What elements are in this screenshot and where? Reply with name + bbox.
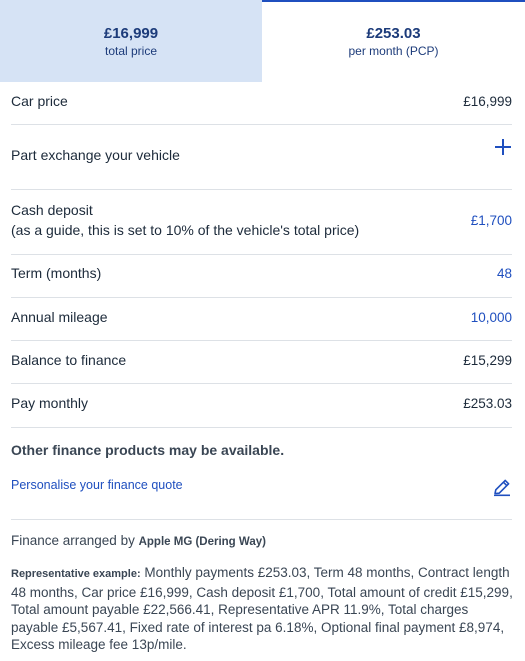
part-exchange-label: Part exchange your vehicle	[11, 147, 180, 163]
representative-example-label: Representative example:	[11, 568, 141, 580]
divider	[11, 340, 512, 341]
annual-mileage-label: Annual mileage	[11, 309, 108, 325]
annual-mileage-value[interactable]: 10,000	[470, 310, 512, 325]
divider	[11, 383, 512, 384]
divider	[11, 124, 512, 125]
balance-value: £15,299	[463, 353, 512, 368]
other-finance-notice: Other finance products may be available.	[11, 442, 285, 458]
cash-deposit-hint: (as a guide, this is set to 10% of the vehicle's total price)	[11, 222, 360, 238]
term-label: Term (months)	[11, 265, 102, 281]
representative-example-text: Monthly payments £253.03, Term 48 months, Contract length 48 months, Car price £16,999, Cash deposit £1,700, Total amount of credit £15,299, Total amount payable £22,566.41, Representative APR 11.9%, Total charges payable £5,567.41, Fixed rate of interest pa 6.18%, Optional final payment £8,974, Excess mileage fee 13p/mile.	[11, 565, 513, 652]
pay-monthly-row	[11, 395, 512, 415]
price-tabs	[0, 0, 525, 82]
car-price-row	[11, 93, 512, 113]
plus-icon[interactable]	[494, 138, 512, 156]
divider	[11, 254, 512, 255]
tab-per-month-label: per month (PCP)	[348, 44, 439, 58]
divider	[11, 427, 512, 428]
personalise-quote-link[interactable]: Personalise your finance quote	[11, 478, 183, 492]
pencil-edit-icon[interactable]	[492, 477, 512, 497]
tab-total-price-label: total price	[104, 44, 158, 58]
part-exchange-row[interactable]	[11, 138, 512, 166]
balance-row	[11, 352, 512, 372]
tab-per-month[interactable]	[262, 0, 525, 82]
divider	[11, 519, 512, 520]
annual-mileage-row	[11, 309, 512, 329]
car-price-label: Car price	[11, 93, 68, 109]
divider	[11, 189, 512, 190]
term-value[interactable]: 48	[496, 266, 512, 281]
balance-label: Balance to finance	[11, 352, 127, 368]
cash-deposit-value[interactable]: £1,700	[470, 213, 512, 228]
cash-deposit-label: Cash deposit	[11, 202, 93, 218]
tab-total-price-amount: £16,999	[103, 25, 159, 42]
tab-per-month-amount: £253.03	[366, 25, 421, 42]
representative-example	[11, 564, 516, 654]
finance-arranged-prefix: Finance arranged by	[11, 533, 135, 548]
term-row	[11, 265, 512, 285]
pencil-edit-icon-svg	[492, 477, 512, 497]
car-price-value: £16,999	[463, 94, 512, 109]
pay-monthly-value: £253.03	[463, 396, 512, 411]
tab-total-price[interactable]	[0, 0, 262, 82]
cash-deposit-row	[11, 202, 512, 242]
dealer-name: Apple MG (Dering Way)	[138, 536, 266, 548]
finance-arranged-by	[11, 533, 266, 548]
pay-monthly-label: Pay monthly	[11, 395, 89, 411]
divider	[11, 297, 512, 298]
